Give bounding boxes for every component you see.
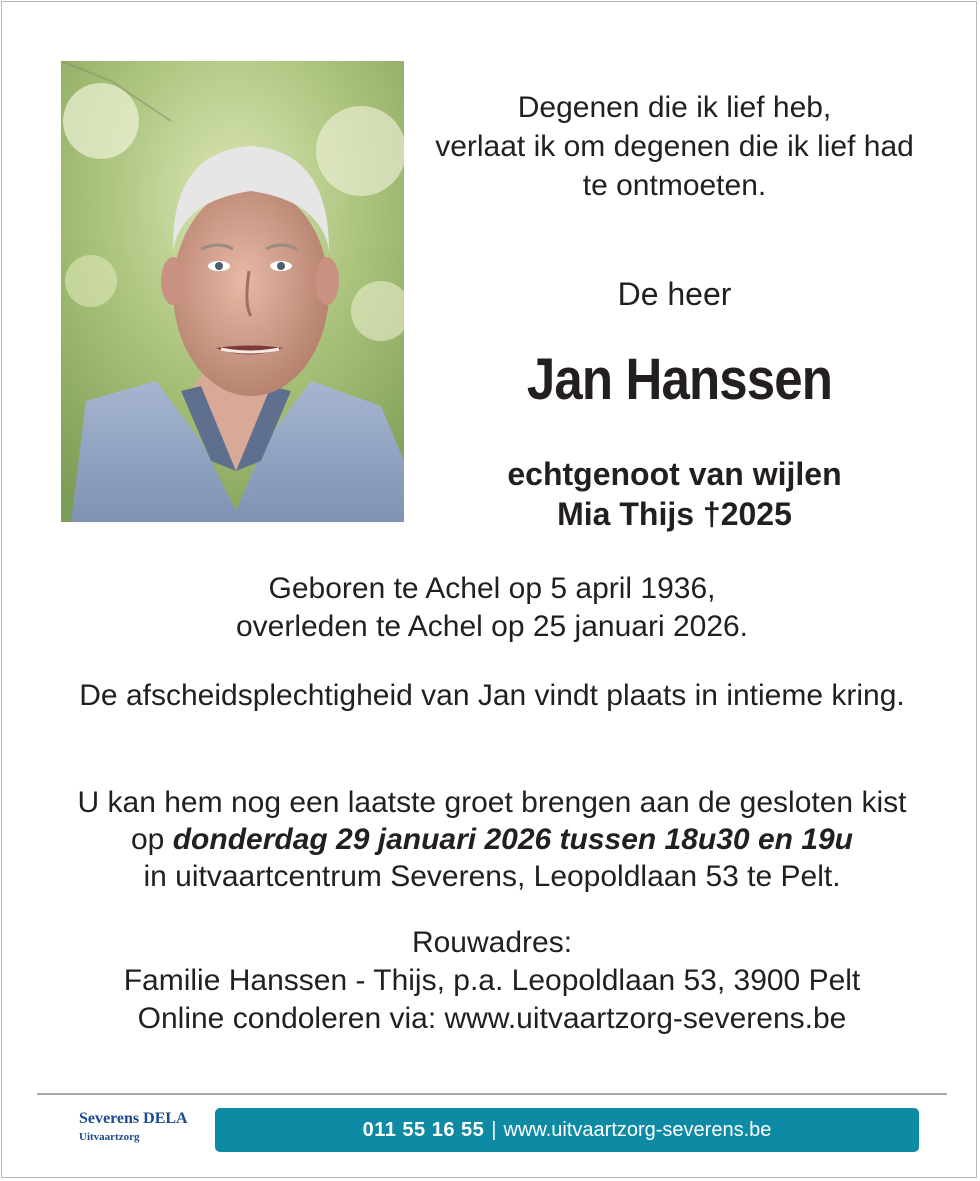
visitation-line: U kan hem nog een laatste groet brengen aan de gesloten kist	[77, 786, 907, 819]
visitation-datetime: donderdag 29 januari 2026 tussen 18u30 en 19u	[172, 823, 853, 856]
separator: |	[491, 1118, 497, 1141]
visitation-date-line	[2, 821, 980, 858]
portrait-photo	[61, 61, 404, 522]
quote	[422, 88, 927, 205]
visitation-prefix: op	[131, 823, 165, 856]
address-heading: Rouwadres:	[411, 926, 573, 959]
obituary-card	[1, 1, 977, 1178]
website-link[interactable]: www.uitvaartzorg-severens.be	[503, 1118, 772, 1141]
ceremony-info: De afscheidsplechtigheid van Jan vindt plaats in intieme kring.	[79, 679, 905, 712]
mourning-address	[2, 924, 980, 1038]
quote-line: Degenen die ik lief heb,	[517, 91, 832, 124]
spouse-relation: echtgenoot van wijlen	[507, 456, 842, 492]
portrait-image	[61, 61, 404, 522]
visitation-location: in uitvaartcentrum Severens, Leopoldlaan 53 te Pelt.	[143, 860, 841, 893]
condolence-line: Online condoleren via: www.uitvaartzorg-severens.be	[137, 1002, 847, 1035]
spouse-info	[422, 454, 927, 534]
spouse-name: Mia Thijs †2025	[557, 496, 792, 532]
death-info: overleden te Achel op 25 januari 2026.	[235, 610, 749, 643]
contact-bar	[215, 1108, 919, 1152]
funeral-home-logo	[79, 1109, 209, 1145]
logo-subtitle: Uitvaartzorg	[79, 1131, 140, 1143]
deceased-name: Jan Hanssen	[526, 347, 833, 412]
phone-number[interactable]: 011 55 16 55	[362, 1118, 485, 1141]
life-dates	[2, 570, 980, 646]
birth-info: Geboren te Achel op 5 april 1936,	[268, 572, 716, 605]
salutation: De heer	[617, 276, 732, 312]
quote-line: verlaat ik om degenen die ik lief had	[435, 130, 914, 163]
address-line: Familie Hanssen - Thijs, p.a. Leopoldlaan 53, 3900 Pelt	[123, 964, 861, 997]
quote-line: te ontmoeten.	[582, 169, 767, 202]
visitation-info	[2, 784, 980, 895]
logo-name: Severens DELA	[79, 1110, 188, 1127]
divider	[37, 1093, 947, 1095]
